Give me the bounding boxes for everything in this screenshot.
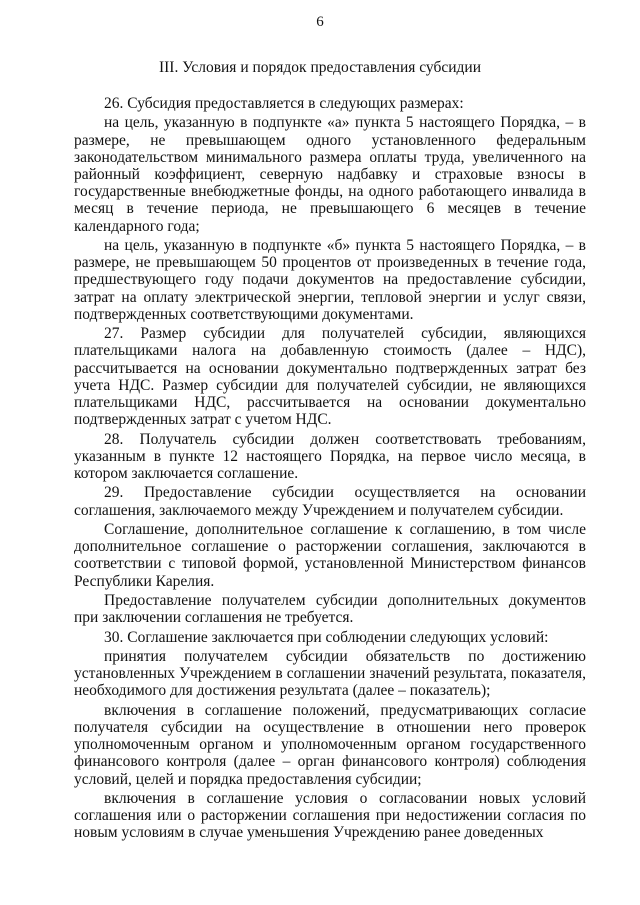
paragraph-28: 28. Получатель субсидии должен соответствовать требованиям, указанным в пункте 12 настоящего Порядка, на первое число месяца, в котором заключается соглашение. xyxy=(74,430,586,483)
paragraph-26-purpose-a: на цель, указанную в подпункте «а» пункта 5 настоящего Порядка, – в размере, не превышающем одного установленного федеральным законодательством минимального размера оплаты труда, увеличенного на районный коэффициент, северную надбавку и страховые взносы в государственные внебюджетные фонды, на одного работающего инвалида в месяц в течение периода, не превышающего 6 месяцев в течение календарного года; xyxy=(74,114,586,235)
paragraph-30-condition-3: включения в соглашение условия о согласовании новых условий соглашения или о расторжении соглашения при недостижении согласия по новым условиям в случае уменьшения Учреждению ранее доведенных xyxy=(74,789,586,842)
paragraph-30-condition-2: включения в соглашение положений, предусматривающих согласие получателя субсидии на осуществление в отношении него проверок уполномоченным органом и уполномоченным органом государственного финансового контроля (далее – орган финансового контроля) соблюдения условий, целей и порядка предоставления субсидии; xyxy=(74,701,586,788)
paragraph-29-no-extra-documents: Предоставление получателем субсидии дополнительных документов при заключении соглашения не требуется. xyxy=(74,592,586,627)
paragraph-26-purpose-b: на цель, указанную в подпункте «б» пункта 5 настоящего Порядка, – в размере, не превышающем 50 процентов от произведенных в течение года, предшествующего году подачи документов на предоставление субсидии, затрат на оплату электрической энергии, тепловой энергии и услуг связи, подтвержденных соответствующими документами. xyxy=(74,237,586,323)
paragraph-27: 27. Размер субсидии для получателей субсидии, являющихся плательщиками налога на добавленную стоимость (далее – НДС), рассчитывается на основании документально подтвержденных затрат без учета НДС. Размер субсидии для получателей субсидии, не являющихся плательщиками НДС, рассчитывается на основании документально подтвержденных затрат с учетом НДС. xyxy=(74,325,586,429)
section-title: III. Условия и порядок предоставления субсидии xyxy=(158,59,481,76)
paragraph-30-condition-1: принятия получателем субсидии обязательств по достижению установленных Учреждением в соглашении значений результата, показателя, необходимого для достижения результата (далее – показатель); xyxy=(74,647,586,700)
paragraph-30: 30. Соглашение заключается при соблюдении следующих условий: xyxy=(104,628,549,646)
paragraph-29: 29. Предоставление субсидии осуществляется на основании соглашения, заключаемого между Учреждением и получателем субсидии. xyxy=(74,484,586,519)
page-number: 6 xyxy=(316,14,324,30)
paragraph-26: 26. Субсидия предоставляется в следующих размерах: xyxy=(104,95,464,112)
paragraph-29-agreement-form: Соглашение, дополнительное соглашение к соглашению, в том числе дополнительное соглашение о расторжении соглашения, заключаются в соответствии с типовой формой, установленной Министерством финансов Республики Карелия. xyxy=(74,521,586,590)
document-body xyxy=(74,95,586,844)
